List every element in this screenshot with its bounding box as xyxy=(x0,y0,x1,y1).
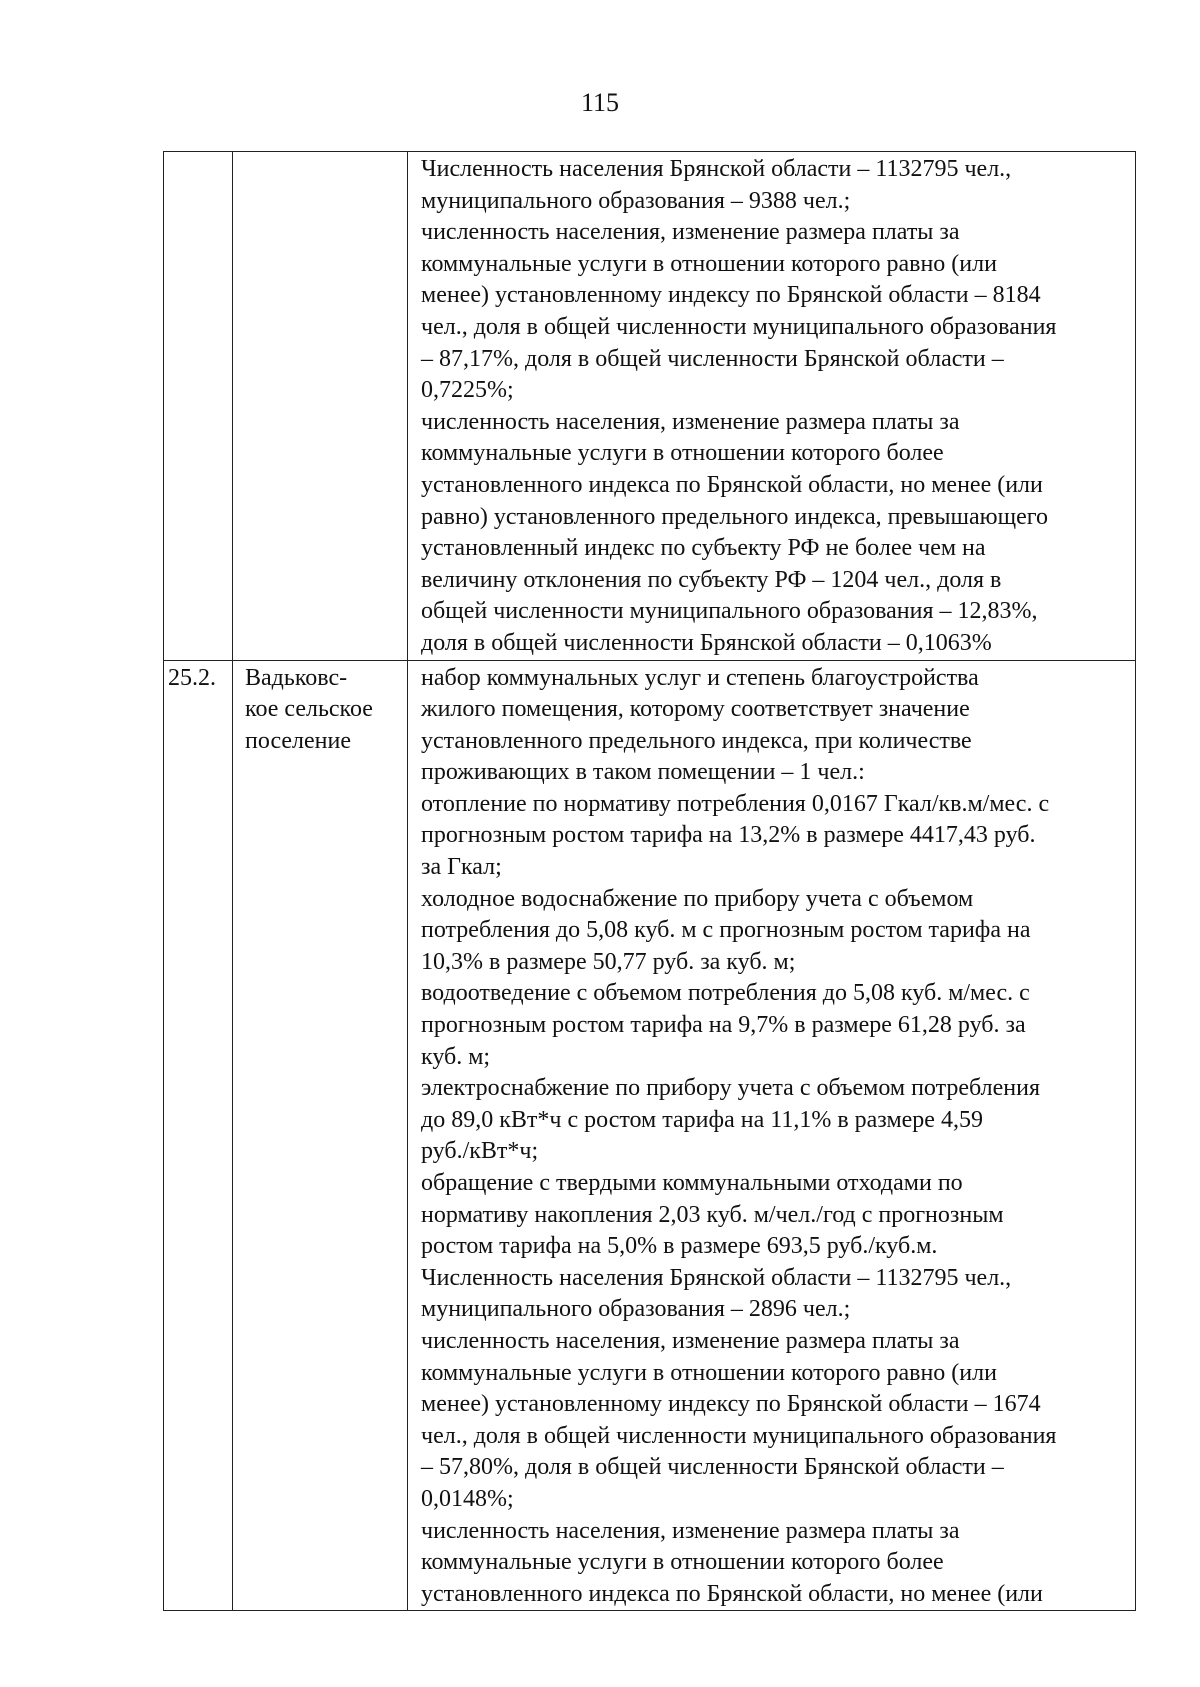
text-line: муниципального образования – 9388 чел.; xyxy=(421,187,851,214)
text-line: руб./кВт*ч; xyxy=(421,1138,539,1165)
name-line: поселение xyxy=(245,727,352,754)
description-cell xyxy=(408,660,1136,1611)
text-line: коммунальные услуги в отношении которого более xyxy=(421,440,944,467)
text-line: отопление по нормативу потребления 0,0167 Гкал/кв.м/мес. с xyxy=(421,790,1050,817)
text-line: доля в общей численности Брянской области – 0,1063% xyxy=(421,629,992,656)
page-number: 115 xyxy=(580,88,620,117)
text-line: – 87,17%, доля в общей численности Брянской области – xyxy=(421,345,1004,372)
text-line: Численность населения Брянской области – 1132795 чел., xyxy=(421,156,1012,182)
name-line: кое сельское xyxy=(245,696,373,723)
description-cell xyxy=(408,152,1136,661)
text-line: куб. м; xyxy=(421,1043,491,1070)
text-line: холодное водоснабжение по прибору учета с объемом xyxy=(421,885,974,912)
text-line: до 89,0 кВт*ч с ростом тарифа на 11,1% в размере 4,59 xyxy=(421,1106,983,1133)
text-line: менее) установленному индексу по Брянской области – 8184 xyxy=(421,282,1041,309)
text-line: установленного предельного индекса, при количестве xyxy=(421,727,972,754)
table-row xyxy=(164,660,1136,1611)
text-line: величину отклонения по субъекту РФ – 1204 чел., доля в xyxy=(421,566,1002,593)
text-line: ростом тарифа на 5,0% в размере 693,5 руб./куб.м. xyxy=(421,1233,938,1260)
text-line: потребления до 5,08 куб. м с прогнозным ростом тарифа на xyxy=(421,917,1031,944)
tariff-table xyxy=(163,151,1136,1611)
text-line: муниципального образования – 2896 чел.; xyxy=(421,1296,851,1323)
municipality-name-cell xyxy=(233,660,408,1611)
text-line: установленного индекса по Брянской области, но менее (или xyxy=(421,471,1043,498)
text-line: – 57,80%, доля в общей численности Брянской области – xyxy=(421,1454,1004,1481)
municipality-name-cell xyxy=(233,152,408,661)
text-line: численность населения, изменение размера платы за xyxy=(421,408,960,435)
text-line: нормативу накопления 2,03 куб. м/чел./год с прогнозным xyxy=(421,1201,1004,1228)
text-line: за Гкал; xyxy=(421,854,502,881)
text-line: электроснабжение по прибору учета с объемом потребления xyxy=(421,1075,1040,1102)
table-row xyxy=(164,152,1136,661)
text-line: обращение с твердыми коммунальными отходами по xyxy=(421,1170,963,1196)
text-line: общей численности муниципального образования – 12,83%, xyxy=(421,598,1038,625)
text-line: коммунальные услуги в отношении которого более xyxy=(421,1549,944,1576)
text-line: 0,7225%; xyxy=(421,377,514,404)
text-line: проживающих в таком помещении – 1 чел.: xyxy=(421,759,865,786)
text-line: 10,3% в размере 50,77 руб. за куб. м; xyxy=(421,948,796,975)
name-line: Вадьковс- xyxy=(245,664,348,691)
text-line: коммунальные услуги в отношении которого равно (или xyxy=(421,1359,997,1386)
text-line: набор коммунальных услуг и степень благоустройства xyxy=(421,664,979,691)
text-line: жилого помещения, которому соответствует значение xyxy=(421,696,970,723)
text-line: равно) установленного предельного индекса, превышающего xyxy=(421,503,1048,530)
row-number-cell: 25.2. xyxy=(164,660,233,1611)
text-line: 0,0148%; xyxy=(421,1485,514,1512)
text-line: установленного индекса по Брянской области, но менее (или xyxy=(421,1580,1043,1607)
row-number-cell xyxy=(164,152,233,661)
text-line: водоотведение с объемом потребления до 5,08 куб. м/мес. с xyxy=(421,980,1030,1007)
text-line: численность населения, изменение размера платы за xyxy=(421,219,960,246)
text-line: численность населения, изменение размера платы за xyxy=(421,1327,960,1354)
text-line: коммунальные услуги в отношении которого равно (или xyxy=(421,250,997,277)
text-line: прогнозным ростом тарифа на 13,2% в размере 4417,43 руб. xyxy=(421,822,1036,849)
text-line: чел., доля в общей численности муниципального образования xyxy=(421,313,1057,340)
text-line: чел., доля в общей численности муниципального образования xyxy=(421,1422,1057,1449)
text-line: численность населения, изменение размера платы за xyxy=(421,1517,960,1544)
text-line: установленный индекс по субъекту РФ не более чем на xyxy=(421,535,986,562)
text-line: менее) установленному индексу по Брянской области – 1674 xyxy=(421,1391,1041,1418)
text-line: прогнозным ростом тарифа на 9,7% в размере 61,28 руб. за xyxy=(421,1012,1026,1039)
text-line: Численность населения Брянской области – 1132795 чел., xyxy=(421,1264,1012,1291)
